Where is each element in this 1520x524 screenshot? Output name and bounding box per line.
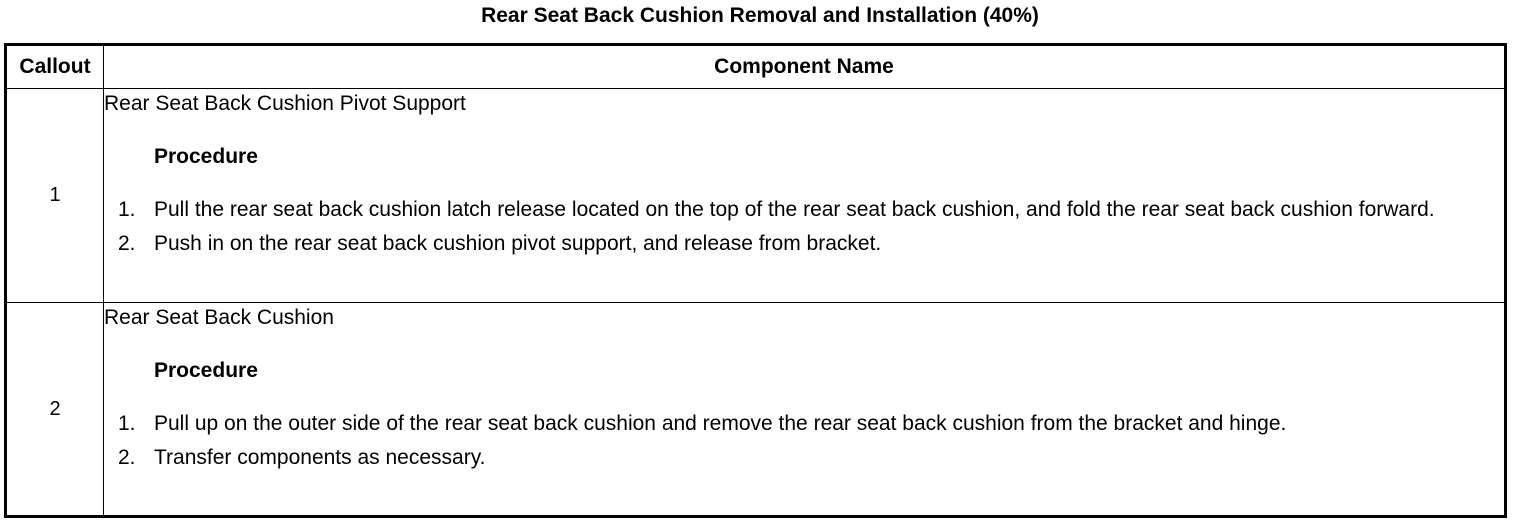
procedure-step — [118, 229, 1504, 259]
document-title: Rear Seat Back Cushion Removal and Installation (40%) — [481, 4, 1039, 27]
procedure-heading: Procedure — [154, 145, 258, 168]
step-text: Pull the rear seat back cushion latch release located on the top of the rear seat back cushion, and fold the rear seat back cushion forward. — [154, 198, 1435, 221]
table-row — [6, 303, 1506, 517]
step-number: 2. — [118, 446, 136, 469]
component-cell — [104, 89, 1506, 303]
component-cell — [104, 303, 1506, 517]
step-text: Transfer components as necessary. — [154, 446, 486, 469]
step-number: 1. — [118, 412, 136, 435]
component-name: Rear Seat Back Cushion — [104, 306, 334, 329]
callout-number: 1 — [6, 89, 104, 303]
column-header-component-name: Component Name — [104, 45, 1506, 89]
procedure-steps — [104, 409, 1504, 473]
component-table — [4, 43, 1507, 518]
table-row — [6, 89, 1506, 303]
procedure-step — [118, 195, 1504, 225]
procedure-step — [118, 443, 1504, 473]
step-text: Pull up on the outer side of the rear seat back cushion and remove the rear seat back cushion from the bracket and hinge. — [154, 412, 1287, 435]
component-name: Rear Seat Back Cushion Pivot Support — [104, 92, 466, 115]
procedure-step — [118, 409, 1504, 439]
step-text: Push in on the rear seat back cushion pivot support, and release from bracket. — [154, 232, 882, 255]
step-number: 2. — [118, 232, 136, 255]
procedure-heading: Procedure — [154, 359, 258, 382]
column-header-callout: Callout — [6, 45, 104, 89]
table-header-row — [6, 45, 1506, 89]
step-number: 1. — [118, 198, 136, 221]
callout-number: 2 — [6, 303, 104, 517]
procedure-steps — [104, 195, 1504, 259]
